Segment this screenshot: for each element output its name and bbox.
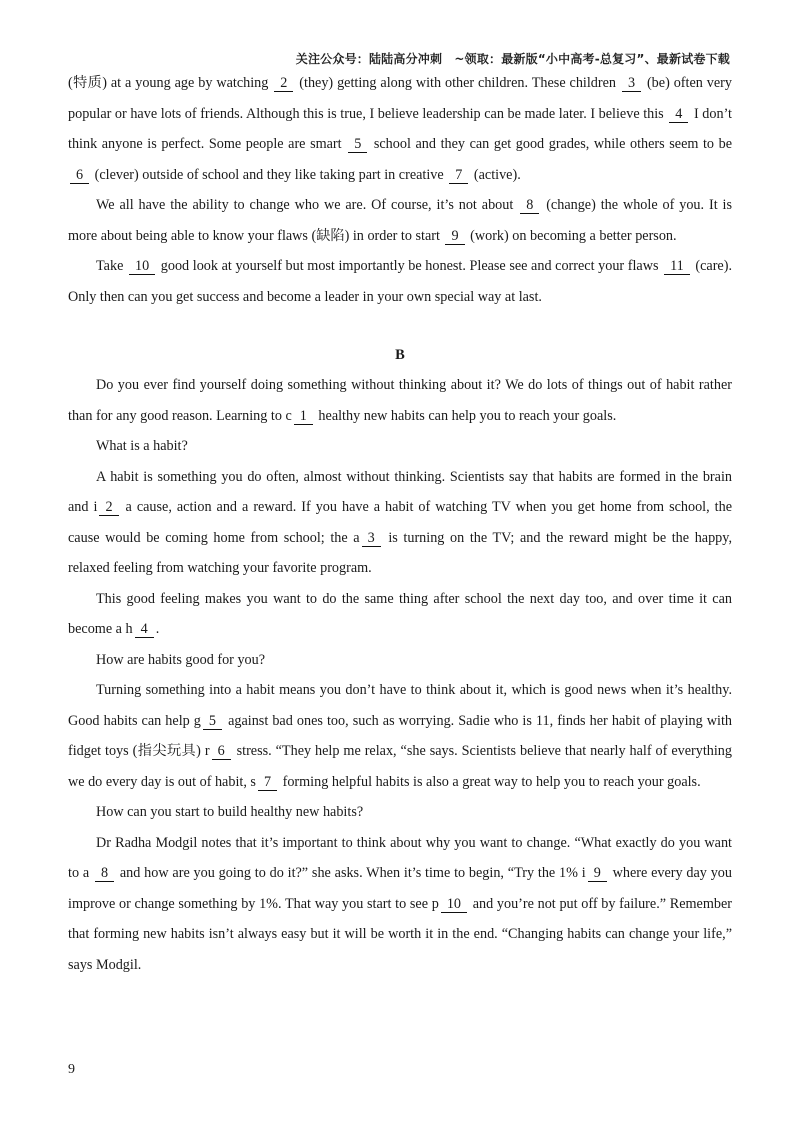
text-run: Turning something into a habit means you don’t have to think about it, which is good news when it’s healthy. Good habits can help g	[68, 682, 732, 729]
section-b-title: B	[395, 347, 405, 363]
text-run: This good feeling makes you want to do the same thing after school the next day too, and over time it can become a h	[68, 590, 732, 637]
text-run: (work) on becoming a better person.	[466, 227, 677, 244]
text-run: and you’re not put off by failure.” Remember that forming new habits isn’t always easy but it will be worth it in the end. “Changing habits can change your life,” says Modgil.	[68, 895, 732, 973]
text-run: (特质) at a young age by watching	[68, 75, 273, 91]
text-run: (care). Only then can you get success and become a leader in your own special way at last.	[68, 258, 732, 305]
section-b-paragraph-4	[68, 675, 732, 797]
section-b-paragraph-5	[68, 828, 732, 981]
document-body	[68, 68, 732, 980]
blank-a-10[interactable]: 10	[129, 259, 155, 275]
text-run: Do you ever find yourself doing something without thinking about it? We do lots of things out of habit rather than for any good reason. Learning to c	[68, 377, 732, 424]
text-run: (change) the whole of you. It is more about being able to know your flaws (缺陷) in order to start	[68, 197, 733, 244]
text-run: (clever) outside of school and they like taking part in creative	[91, 166, 448, 183]
blank-a-11[interactable]: 11	[664, 259, 690, 275]
blank-b-9[interactable]: 9	[588, 866, 607, 882]
section-b-paragraph-3	[68, 584, 732, 645]
section-b-question-2: How are habits good for you?	[96, 651, 266, 668]
text-run: a cause, action and a reward. If you have a habit of watching TV when you get home from school, the cause would be coming home from school; the a	[68, 499, 732, 546]
section-a-paragraph-2	[68, 190, 732, 251]
blank-b-8[interactable]: 8	[95, 866, 114, 882]
text-run: I don’t think anyone is perfect. Some people are smart	[68, 105, 732, 152]
blank-a-8[interactable]: 8	[520, 198, 539, 214]
blank-b-6[interactable]: 6	[212, 744, 231, 760]
blank-a-7[interactable]: 7	[449, 168, 468, 184]
section-b-paragraph-1	[68, 370, 732, 431]
text-run: stress. “They help me relax, “she says. Scientists believe that nearly half of everything we do every day is out of habit, s	[68, 743, 732, 790]
text-run: healthy new habits can help you to reach your goals.	[314, 407, 617, 424]
section-b-paragraph-2	[68, 462, 732, 584]
page-number: 9	[68, 1062, 75, 1077]
text-run: good look at yourself but most importantly be honest. Please see and correct your flaws	[157, 258, 663, 274]
text-run: against bad ones too, such as worrying. Sadie who is 11, finds her habit of playing with fidget toys (指尖玩具) r	[68, 712, 732, 759]
section-b-question-3: How can you start to build healthy new habits?	[96, 804, 364, 820]
blank-b-3[interactable]: 3	[362, 531, 381, 547]
section-a-paragraph-3	[68, 251, 732, 312]
blank-a-3[interactable]: 3	[622, 76, 641, 92]
page-header: 关注公众号：陆陆高分冲刺 ~领取：最新版“小中高考-总复习”、最新试卷下载	[295, 52, 730, 66]
blank-a-5[interactable]: 5	[348, 137, 367, 153]
blank-a-9[interactable]: 9	[445, 229, 464, 245]
text-run: We all have the ability to change who we are. Of course, it’s not about	[96, 197, 519, 213]
text-run: and how are you going to do it?” she asks. When it’s time to begin, “Try the 1% i	[116, 865, 586, 881]
text-run: (active).	[470, 166, 521, 183]
blank-b-4[interactable]: 4	[135, 622, 154, 638]
blank-b-2[interactable]: 2	[99, 500, 118, 516]
text-run: forming helpful habits is also a great way to help you to reach your goals.	[279, 773, 701, 790]
text-run: Dr Radha Modgil notes that it’s important to think about why you want to change. “What exactly do you want to a	[68, 834, 732, 881]
blank-b-10[interactable]: 10	[441, 897, 467, 913]
text-run: is turning on the TV; and the reward might be the happy, relaxed feeling from watching your favorite program.	[68, 529, 732, 576]
blank-a-6[interactable]: 6	[70, 168, 89, 184]
section-a-paragraph-1	[68, 68, 732, 190]
section-b-question-1: What is a habit?	[96, 438, 188, 454]
text-run: where every day you improve or change something by 1%. That way you start to see p	[68, 865, 732, 912]
text-run: school and they can get good grades, while others seem to be	[369, 136, 732, 152]
blank-b-5[interactable]: 5	[203, 714, 222, 730]
text-run: .	[155, 621, 160, 637]
text-run: Take	[96, 258, 127, 274]
blank-b-7[interactable]: 7	[258, 775, 277, 791]
blank-a-2[interactable]: 2	[274, 76, 293, 92]
blank-a-4[interactable]: 4	[669, 107, 688, 123]
text-run: (be) often very popular or have lots of friends. Although this is true, I believe leadership can be made later. I believe this	[68, 75, 732, 122]
text-run: (they) getting along with other children. These children	[295, 75, 620, 91]
blank-b-1[interactable]: 1	[294, 409, 313, 425]
text-run: A habit is something you do often, almost without thinking. Scientists say that habits are formed in the brain and i	[68, 468, 732, 515]
